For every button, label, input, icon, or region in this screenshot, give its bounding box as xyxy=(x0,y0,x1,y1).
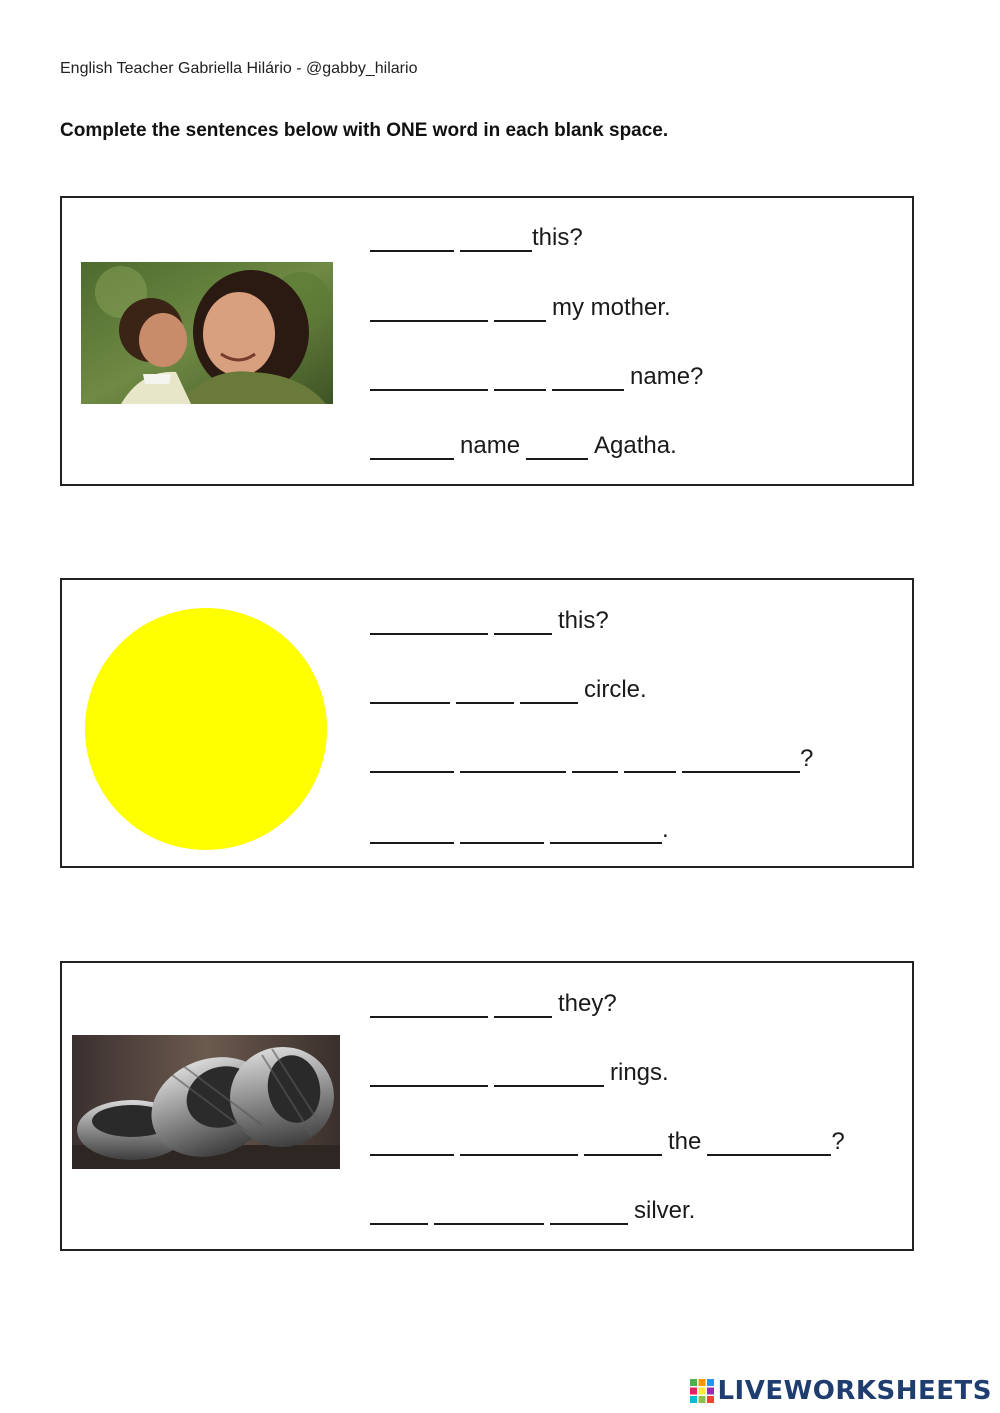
blank-space[interactable] xyxy=(370,230,454,252)
sentence-word: silver. xyxy=(634,1197,696,1224)
sentence-word: this? xyxy=(558,607,609,634)
blank-space[interactable] xyxy=(494,1065,604,1087)
sentence-3-2 xyxy=(370,1059,675,1087)
instruction-text: Complete the sentences below with ONE word in each blank space. xyxy=(60,120,669,141)
blank-space[interactable] xyxy=(370,1203,428,1225)
blank-space[interactable] xyxy=(520,682,578,704)
sentence-1-4 xyxy=(370,432,683,460)
blank-space[interactable] xyxy=(494,996,552,1018)
blank-space[interactable] xyxy=(370,822,454,844)
sentence-word: they? xyxy=(558,990,617,1017)
exercise-box-1 xyxy=(60,196,914,486)
blank-space[interactable] xyxy=(494,300,546,322)
blank-space[interactable] xyxy=(370,751,454,773)
exercise-box-3 xyxy=(60,961,914,1251)
blank-space[interactable] xyxy=(584,1134,662,1156)
sentence-word: ? xyxy=(800,745,814,772)
sentences-2 xyxy=(370,580,890,866)
sentence-2-1 xyxy=(370,607,615,635)
blank-space[interactable] xyxy=(526,438,588,460)
sentences-1 xyxy=(370,198,890,484)
sentence-word: rings. xyxy=(610,1059,669,1086)
sentence-word: name? xyxy=(630,363,704,390)
blank-space[interactable] xyxy=(460,230,532,252)
blank-space[interactable] xyxy=(370,369,488,391)
liveworksheets-icon xyxy=(689,1378,715,1404)
sentence-word: this? xyxy=(532,224,583,251)
sentence-word: . xyxy=(662,816,669,843)
blank-space[interactable] xyxy=(550,1203,628,1225)
blank-space[interactable] xyxy=(370,613,488,635)
blank-space[interactable] xyxy=(370,682,450,704)
blank-space[interactable] xyxy=(460,1134,578,1156)
yellow-circle xyxy=(84,607,328,851)
blank-space[interactable] xyxy=(370,1134,454,1156)
sentence-2-2 xyxy=(370,676,653,704)
blank-space[interactable] xyxy=(460,822,544,844)
blank-space[interactable] xyxy=(370,1065,488,1087)
sentence-1-2 xyxy=(370,294,677,322)
photo-silver-rings xyxy=(72,1035,340,1169)
sentence-3-1 xyxy=(370,990,623,1018)
sentence-word: Agatha. xyxy=(594,432,677,459)
sentence-2-3 xyxy=(370,745,813,773)
blank-space[interactable] xyxy=(494,369,546,391)
photo-mother-and-son xyxy=(81,262,333,404)
blank-space[interactable] xyxy=(434,1203,544,1225)
sentence-3-4 xyxy=(370,1197,701,1225)
sentence-3-3 xyxy=(370,1128,845,1156)
liveworksheets-logo xyxy=(689,1377,992,1405)
blank-space[interactable] xyxy=(494,613,552,635)
blank-space[interactable] xyxy=(707,1134,831,1156)
sentence-word: ? xyxy=(831,1128,845,1155)
header-credit: English Teacher Gabriella Hilário - @gabby_hilario xyxy=(60,60,418,77)
blank-space[interactable] xyxy=(370,996,488,1018)
sentence-word: my mother. xyxy=(552,294,671,321)
sentence-2-4 xyxy=(370,816,669,844)
blank-space[interactable] xyxy=(572,751,618,773)
sentence-word: the xyxy=(668,1128,702,1155)
sentences-3 xyxy=(370,963,890,1249)
blank-space[interactable] xyxy=(552,369,624,391)
blank-space[interactable] xyxy=(370,438,454,460)
liveworksheets-text: LIVEWORKSHEETS xyxy=(717,1376,992,1406)
blank-space[interactable] xyxy=(550,822,662,844)
blank-space[interactable] xyxy=(456,682,514,704)
exercise-box-2 xyxy=(60,578,914,868)
sentence-word: name xyxy=(460,432,521,459)
blank-space[interactable] xyxy=(624,751,676,773)
sentence-1-3 xyxy=(370,363,709,391)
blank-space[interactable] xyxy=(370,300,488,322)
sentence-1-1 xyxy=(370,224,583,252)
sentence-word: circle. xyxy=(584,676,647,703)
blank-space[interactable] xyxy=(682,751,800,773)
blank-space[interactable] xyxy=(460,751,566,773)
